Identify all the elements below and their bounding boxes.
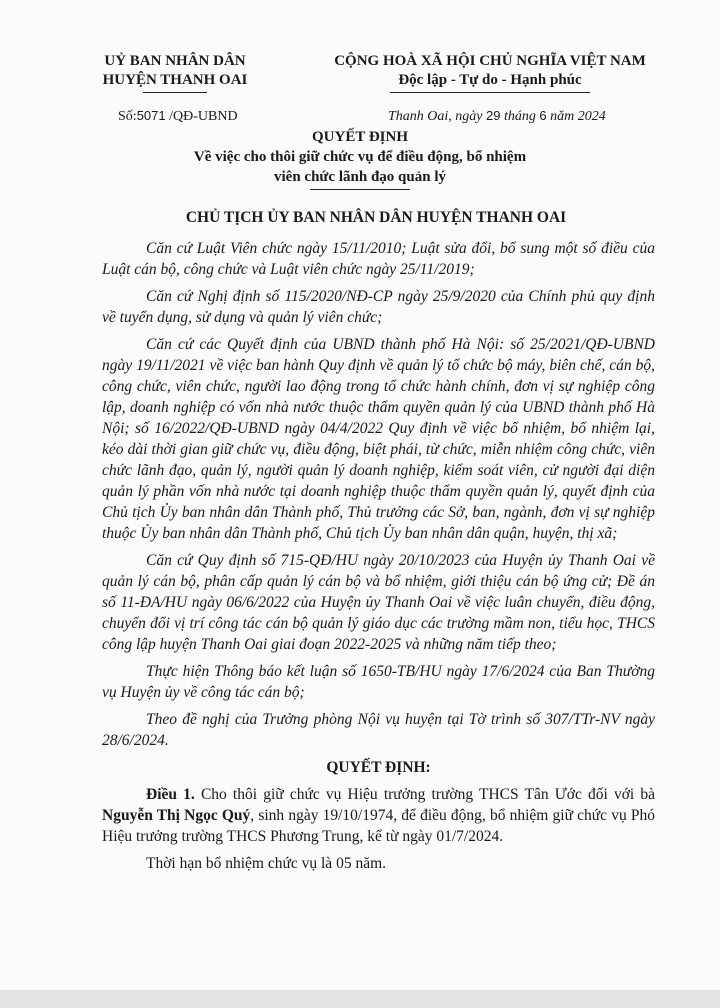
doc-number-prefix: Số: [118,109,137,124]
title-sub-2: viên chức lãnh đạo quản lý [274,169,446,185]
article-1-text-1: Cho thôi giữ chức vụ Hiệu trưởng trường THCS Tân Ước đối với bà [194,786,655,803]
legal-basis-paragraph: Căn cứ các Quyết định của UBND thành phố Hà Nội: số 25/2021/QĐ-UBND ngày 19/11/2021 về việc ban hành Quy định về quản lý tổ chức bộ máy, biên chế, cán bộ, công chức, viên chức, người lao động trong tổ chức hành chính, đơn vị sự nghiệp công lập, doanh nghiệp có vốn nhà nước thuộc thẩm quyền quản lý của UBND thành phố Hà Nội; số 16/2022/QĐ-UBND ngày 04/4/2022 Quy định về việc bổ nhiệm, bổ nhiệm lại, kéo dài thời gian giữ chức vụ, điều động, biệt phái, từ chức, miễn nhiệm công chức, viên chức lãnh đạo, quản lý, người quản lý doanh nghiệp, kiểm soát viên, cử người đại diện quản lý phần vốn nhà nước tại doanh nghiệp thuộc thẩm quyền quản lý, quyết định của Chủ tịch Ủy ban nhân dân Thành phố, Thủ trưởng các Sở, ban, ngành, đơn vị sự nghiệp thuộc Ủy ban nhân dân Thành phố, Chủ tịch Ủy ban nhân dân quận, huyện, thị xã; [102,336,655,542]
authority-heading: CHỦ TỊCH ỦY BAN NHÂN DÂN HUYỆN THANH OAI [185,209,567,226]
org-underline [143,92,207,93]
title-main: QUYẾT ĐỊNH [312,129,408,145]
article-1-text-2: , sinh ngày 19/10/1974, để điều động, bổ nhiệm giữ chức vụ Phó Hiệu trưởng trường THCS Phương Trung, kể từ ngày 01/7/2024. [102,807,655,845]
document-number [118,108,238,125]
date-month: 6 [539,108,547,123]
date-suffix: năm 2024 [546,109,606,124]
national-heading [300,52,680,93]
legal-basis-paragraph: Theo đề nghị của Trưởng phòng Nội vụ huyện tại Tờ trình số 307/TTr-NV ngày 28/6/2024. [102,711,655,749]
legal-basis-paragraph: Căn cứ Quy định số 715-QĐ/HU ngày 20/10/2023 của Huyện ủy Thanh Oai về quản lý cán bộ, phân cấp quản lý cán bộ và bổ nhiệm, giới thiệu cán bộ ứng cử; Đề án số 11-ĐA/HU ngày 06/6/2022 của Huyện ủy Thanh Oai về việc luân chuyển, điều động, chuyển đổi vị trí công tác cán bộ quản lý giáo dục các trường mầm non, tiểu học, THCS công lập huyện Thanh Oai giai đoạn 2022-2025 và những năm tiếp theo; [102,552,655,653]
decision-heading: QUYẾT ĐỊNH: [326,759,431,776]
doc-number-suffix: /QĐ-UBND [165,109,238,124]
title-sub-1: Về việc cho thôi giữ chức vụ để điều động, bổ nhiệm [193,149,527,165]
title-underline [310,189,410,190]
date-mid: tháng [500,109,540,124]
legal-basis-paragraph: Căn cứ Nghị định số 115/2020/NĐ-CP ngày 25/9/2020 của Chính phủ quy định về tuyển dụng, sử dụng và quản lý viên chức; [102,288,655,326]
document-body [102,238,655,880]
org-line-1: UỶ BAN NHÂN DÂN [104,53,246,69]
term-paragraph: Thời hạn bổ nhiệm chức vụ là 05 năm. [146,855,387,872]
page-bottom-edge [0,990,720,1008]
document-title [0,127,720,190]
nation-line-1: CỘNG HOÀ XÃ HỘI CHỦ NGHĨA VIỆT NAM [334,53,646,69]
article-1-label: Điều 1. [146,786,195,803]
issuing-organization [80,52,270,93]
date-day: 29 [486,108,501,123]
legal-basis-paragraph: Căn cứ Luật Viên chức ngày 15/11/2010; Luật sửa đổi, bổ sung một số điều của Luật cán bộ, công chức và Luật viên chức ngày 25/11/2019; [102,240,655,278]
legal-basis-paragraph: Thực hiện Thông báo kết luận số 1650-TB/HU ngày 17/6/2024 của Ban Thường vụ Huyện ủy về công tác cán bộ; [102,663,655,701]
document-date [388,108,606,125]
date-prefix: Thanh Oai, ngày [388,109,486,124]
org-line-2: HUYỆN THANH OAI [102,72,248,88]
appointee-name: Nguyễn Thị Ngọc Quý [102,807,251,824]
article-1 [102,784,655,847]
nation-motto: Độc lập - Tự do - Hạnh phúc [398,72,582,88]
motto-underline [390,92,590,93]
doc-number-value: 5071 [136,108,166,123]
